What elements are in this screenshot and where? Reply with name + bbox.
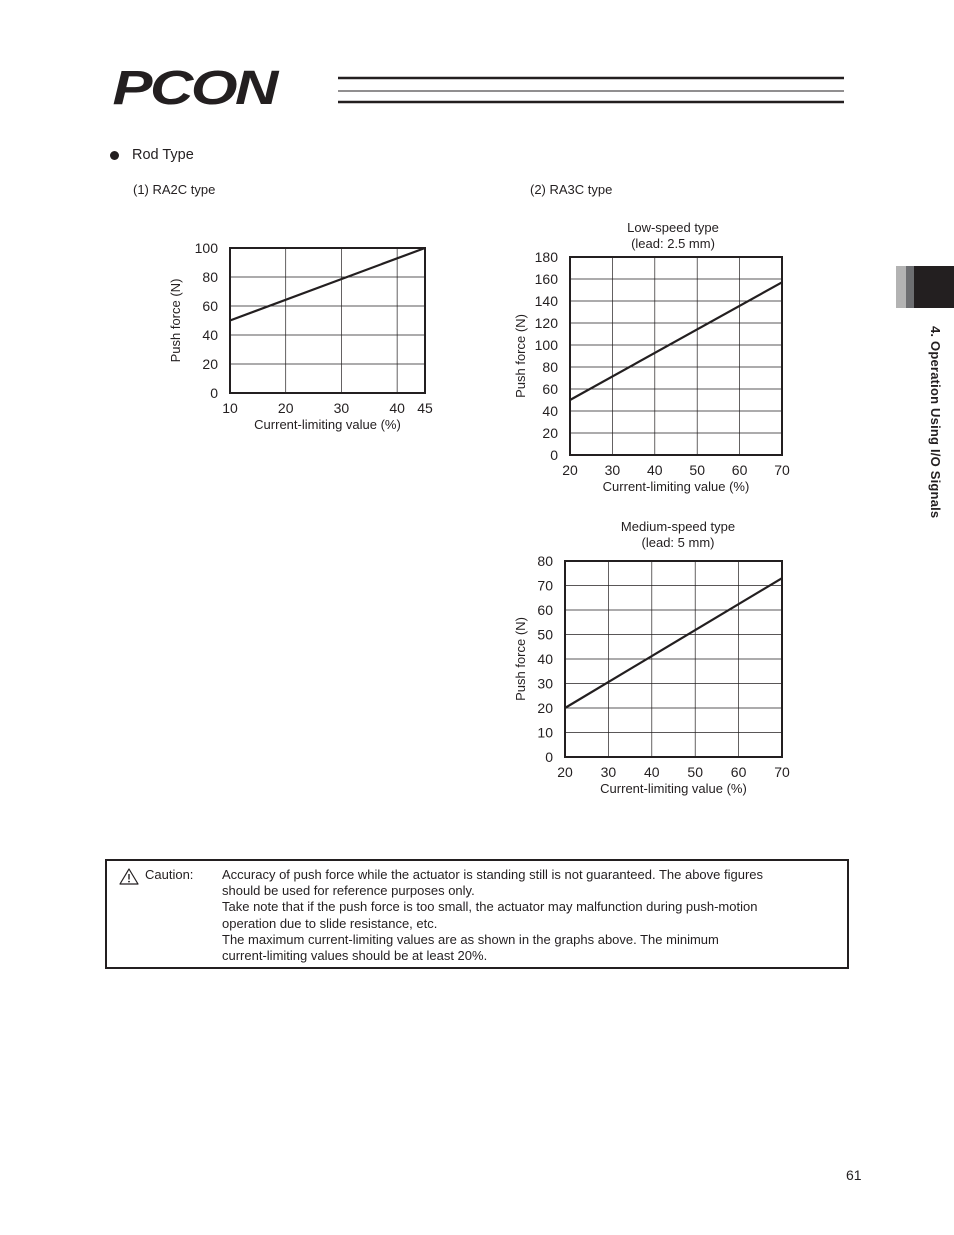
y-tick-label: 50 (537, 626, 553, 643)
y-axis-label: Push force (N) (168, 278, 183, 363)
chart-ra3c-low-speed (495, 245, 815, 500)
x-tick-label: 60 (731, 462, 748, 478)
y-axis-label: Push force (N) (513, 314, 528, 398)
y-tick-label: 0 (550, 447, 558, 463)
logo-text: PCON (112, 60, 276, 110)
x-tick-label: 30 (333, 400, 350, 416)
y-tick-label: 100 (194, 240, 218, 256)
y-tick-label: 140 (534, 293, 558, 309)
y-tick-label: 20 (542, 425, 558, 441)
chart-ra3c-medium-speed (495, 550, 815, 805)
chart2-title-line1: Low-speed type (627, 220, 719, 235)
caution-label: Caution: (145, 867, 194, 882)
series-line (570, 282, 782, 400)
y-tick-label: 120 (534, 315, 558, 331)
caution-text (222, 867, 832, 964)
y-tick-label: 70 (537, 577, 553, 594)
caution-box (105, 859, 849, 969)
caution-line: should be used for reference purposes only. (222, 883, 475, 899)
pcon-logo (110, 60, 850, 110)
x-tick-label: 40 (644, 764, 660, 780)
y-tick-label: 40 (202, 327, 218, 343)
chapter-tab (896, 266, 954, 308)
x-tick-label: 70 (774, 462, 790, 478)
chapter-side-label: 4. Operation Using I/O Signals (928, 326, 943, 519)
caution-line: The maximum current-limiting values are as shown in the graphs above. The minimum (222, 931, 719, 947)
y-tick-label: 0 (545, 749, 553, 765)
x-tick-label: 45 (417, 400, 433, 416)
plot-frame (230, 248, 425, 393)
y-tick-label: 80 (537, 553, 553, 569)
y-tick-label: 60 (537, 602, 553, 618)
chart3-title (568, 519, 788, 551)
y-tick-label: 80 (542, 359, 558, 375)
y-tick-label: 20 (202, 356, 218, 372)
y-axis-label: Push force (N) (513, 617, 528, 701)
bullet-icon (110, 151, 119, 160)
section-title: Rod Type (132, 147, 194, 163)
x-tick-label: 40 (647, 462, 663, 478)
x-tick-label: 70 (774, 764, 790, 780)
x-axis-label: Current-limiting value (%) (254, 417, 401, 432)
chart2-title-line2: (lead: 2.5 mm) (631, 236, 715, 251)
x-tick-label: 30 (604, 462, 621, 478)
y-tick-label: 60 (542, 381, 558, 397)
y-tick-label: 10 (537, 724, 553, 741)
warning-icon (119, 868, 139, 885)
page-number: 61 (846, 1167, 862, 1183)
y-tick-label: 40 (537, 651, 553, 667)
chart2-subtitle: (2) RA3C type (530, 182, 613, 197)
x-tick-label: 20 (557, 764, 573, 780)
y-tick-label: 0 (210, 385, 218, 401)
x-tick-label: 60 (730, 764, 747, 780)
caution-line: Accuracy of push force while the actuator is standing still is not guaranteed. The above figures (222, 867, 764, 882)
chart-ra2c (150, 235, 450, 445)
x-axis-label: Current-limiting value (%) (602, 479, 750, 494)
y-tick-label: 80 (202, 269, 218, 285)
caution-line: operation due to slide resistance, etc. (222, 915, 438, 931)
series-line (230, 248, 425, 321)
x-tick-label: 10 (222, 400, 238, 416)
x-axis-label: Current-limiting value (%) (600, 781, 747, 796)
caution-line: current-limiting values should be at least 20%. (222, 948, 488, 964)
x-tick-label: 50 (687, 764, 703, 780)
y-tick-label: 30 (537, 675, 553, 692)
y-tick-label: 40 (542, 403, 558, 419)
y-tick-label: 160 (534, 271, 558, 287)
chart3-title-line2: (lead: 5 mm) (641, 535, 715, 550)
plot-frame (570, 257, 782, 455)
caution-line: Take note that if the push force is too small, the actuator may malfunction during push-motion (222, 899, 758, 915)
chart3-title-line1: Medium-speed type (620, 519, 736, 534)
chart1-subtitle: (1) RA2C type (133, 182, 216, 197)
y-tick-label: 100 (534, 337, 558, 353)
x-tick-label: 30 (600, 764, 617, 780)
series-line (565, 578, 782, 708)
x-tick-label: 40 (389, 400, 405, 416)
x-tick-label: 50 (689, 462, 705, 478)
y-tick-label: 60 (202, 298, 218, 314)
y-tick-label: 180 (534, 249, 558, 265)
y-tick-label: 20 (537, 700, 553, 716)
x-tick-label: 20 (277, 400, 294, 416)
x-tick-label: 20 (562, 462, 578, 478)
